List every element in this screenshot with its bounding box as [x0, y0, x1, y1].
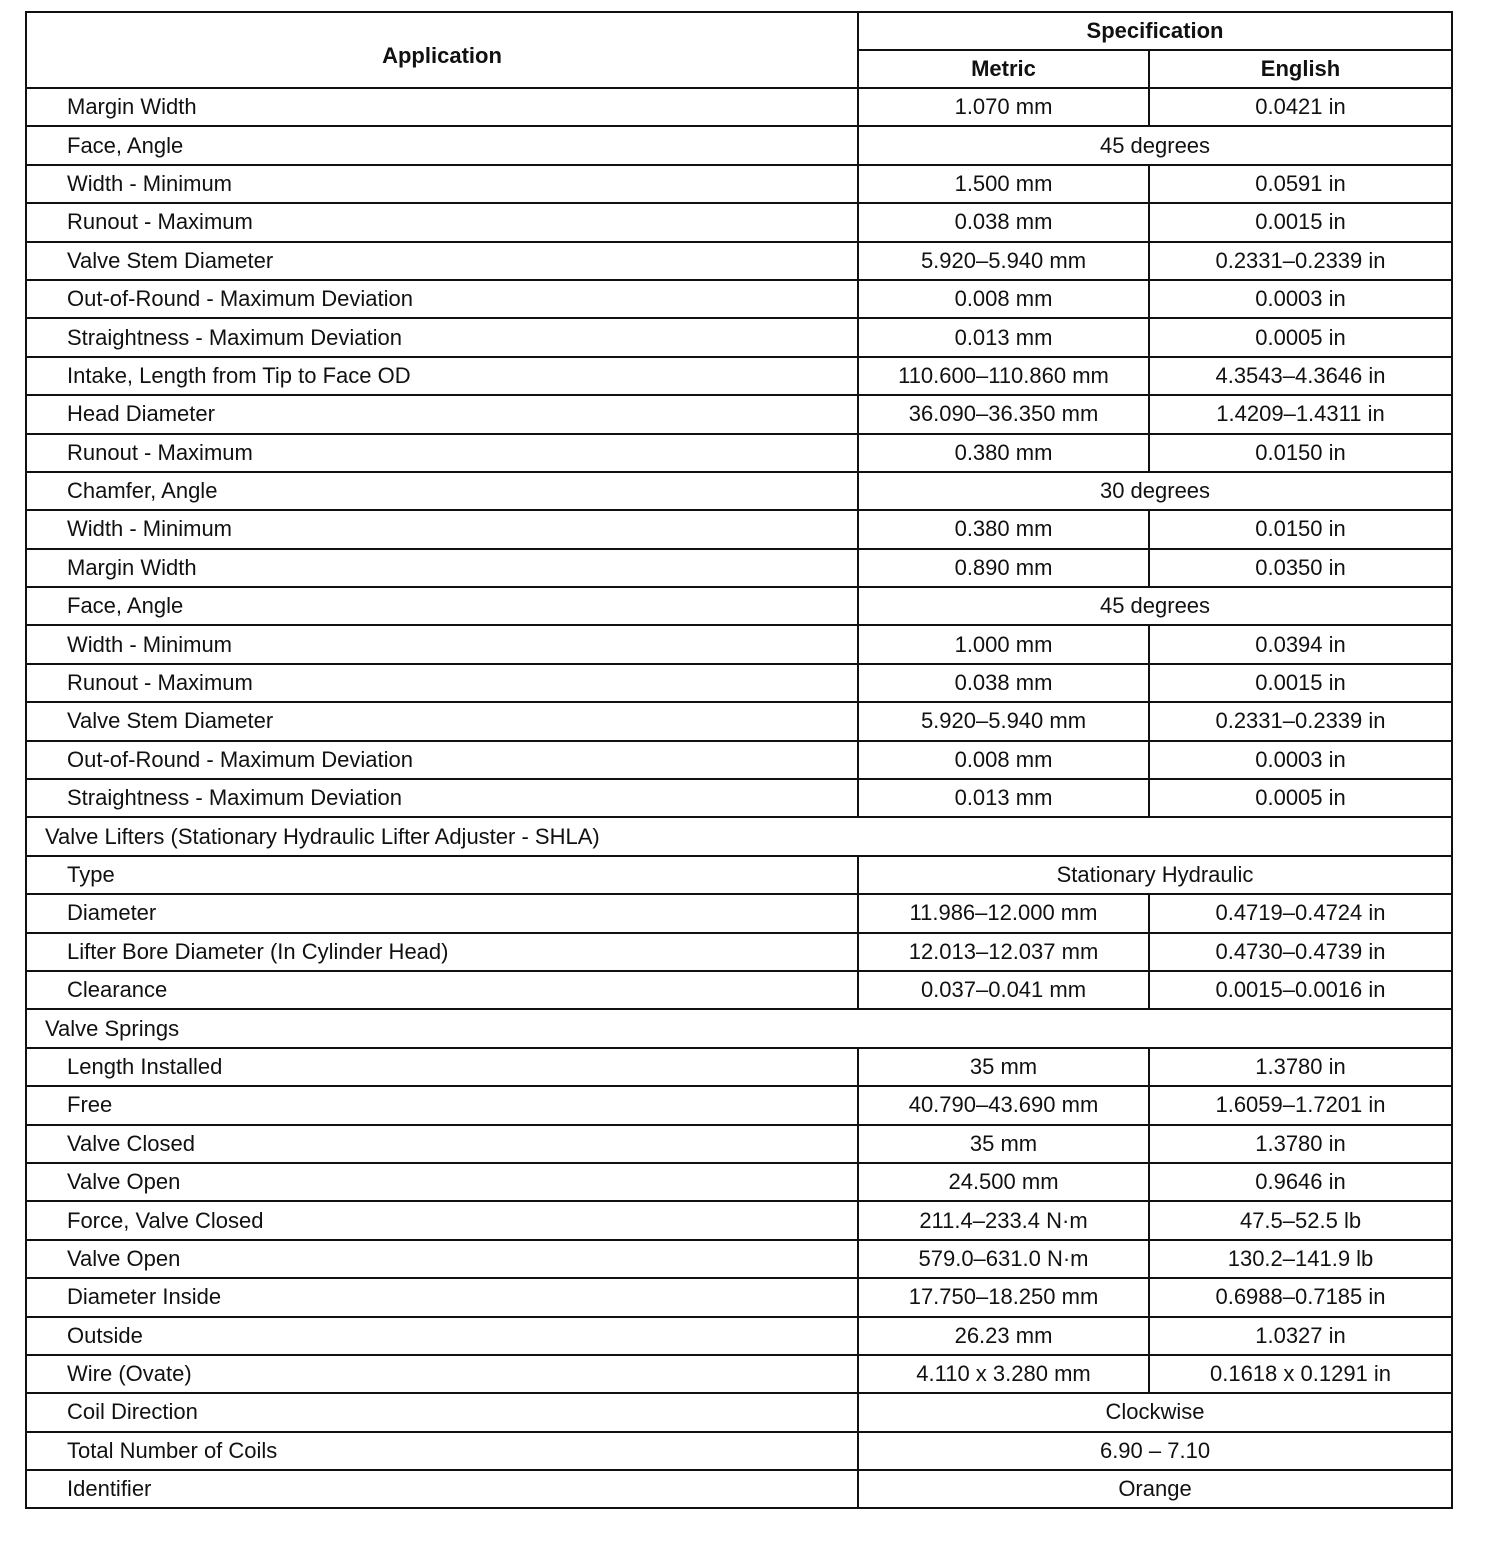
application-cell: Lifter Bore Diameter (In Cylinder Head) [26, 933, 858, 971]
english-cell: 0.0350 in [1149, 549, 1452, 587]
application-cell: Runout - Maximum [26, 203, 858, 241]
application-cell: Valve Stem Diameter [26, 242, 858, 280]
english-cell: 1.3780 in [1149, 1125, 1452, 1163]
table-row [26, 88, 1452, 126]
english-cell: 0.2331–0.2339 in [1149, 702, 1452, 740]
application-cell: Width - Minimum [26, 625, 858, 663]
english-cell: 1.0327 in [1149, 1317, 1452, 1355]
specification-cell: 45 degrees [858, 587, 1452, 625]
table-row [26, 856, 1452, 894]
english-cell: 0.0015 in [1149, 203, 1452, 241]
application-cell: Runout - Maximum [26, 434, 858, 472]
application-cell: Identifier [26, 1470, 858, 1508]
english-cell: 1.4209–1.4311 in [1149, 395, 1452, 433]
metric-cell: 0.008 mm [858, 741, 1149, 779]
application-cell: Out-of-Round - Maximum Deviation [26, 741, 858, 779]
english-cell: 1.6059–1.7201 in [1149, 1086, 1452, 1124]
metric-cell: 35 mm [858, 1048, 1149, 1086]
english-cell: 0.4719–0.4724 in [1149, 894, 1452, 932]
table-row [26, 203, 1452, 241]
specification-cell: Orange [858, 1470, 1452, 1508]
metric-cell: 0.380 mm [858, 434, 1149, 472]
table-row [26, 434, 1452, 472]
application-cell: Valve Stem Diameter [26, 702, 858, 740]
section-heading: Valve Lifters (Stationary Hydraulic Lifter Adjuster - SHLA) [26, 817, 1452, 855]
table-row [26, 1470, 1452, 1508]
table-row [26, 664, 1452, 702]
english-cell: 0.0003 in [1149, 280, 1452, 318]
table-row [26, 1240, 1452, 1278]
application-cell: Length Installed [26, 1048, 858, 1086]
table-row [26, 318, 1452, 356]
application-cell: Coil Direction [26, 1393, 858, 1431]
specification-cell: 45 degrees [858, 126, 1452, 164]
table-row [26, 472, 1452, 510]
header-row-top [26, 12, 1452, 50]
specification-cell: 6.90 – 7.10 [858, 1432, 1452, 1470]
metric-cell: 1.500 mm [858, 165, 1149, 203]
application-cell: Diameter [26, 894, 858, 932]
specification-column-header: Specification [858, 12, 1452, 50]
table-row [26, 894, 1452, 932]
english-cell: 0.0015–0.0016 in [1149, 971, 1452, 1009]
english-cell: 0.9646 in [1149, 1163, 1452, 1201]
application-cell: Width - Minimum [26, 165, 858, 203]
application-cell: Valve Open [26, 1240, 858, 1278]
table-row [26, 357, 1452, 395]
table-row [26, 1317, 1452, 1355]
metric-cell: 1.000 mm [858, 625, 1149, 663]
application-cell: Intake, Length from Tip to Face OD [26, 357, 858, 395]
application-column-header: Application [26, 12, 858, 88]
application-cell: Valve Closed [26, 1125, 858, 1163]
english-cell: 0.6988–0.7185 in [1149, 1278, 1452, 1316]
table-row [26, 1432, 1452, 1470]
english-cell: 0.0421 in [1149, 88, 1452, 126]
application-cell: Clearance [26, 971, 858, 1009]
metric-cell: 0.038 mm [858, 203, 1149, 241]
table-row [26, 779, 1452, 817]
specification-table [25, 11, 1453, 1509]
metric-cell: 5.920–5.940 mm [858, 702, 1149, 740]
table-body [26, 88, 1452, 1508]
table-row [26, 971, 1452, 1009]
section-heading: Valve Springs [26, 1009, 1452, 1047]
metric-cell: 12.013–12.037 mm [858, 933, 1149, 971]
metric-cell: 35 mm [858, 1125, 1149, 1163]
english-cell: 0.0591 in [1149, 165, 1452, 203]
table-row [26, 625, 1452, 663]
metric-cell: 579.0–631.0 N·m [858, 1240, 1149, 1278]
application-cell: Free [26, 1086, 858, 1124]
english-cell: 0.0003 in [1149, 741, 1452, 779]
section-row [26, 817, 1452, 855]
table-row [26, 280, 1452, 318]
table-row [26, 1201, 1452, 1239]
metric-cell: 0.008 mm [858, 280, 1149, 318]
specification-cell: Stationary Hydraulic [858, 856, 1452, 894]
english-cell: 0.1618 x 0.1291 in [1149, 1355, 1452, 1393]
metric-column-header: Metric [858, 50, 1149, 88]
metric-cell: 4.110 x 3.280 mm [858, 1355, 1149, 1393]
english-column-header: English [1149, 50, 1452, 88]
metric-cell: 26.23 mm [858, 1317, 1149, 1355]
metric-cell: 5.920–5.940 mm [858, 242, 1149, 280]
metric-cell: 17.750–18.250 mm [858, 1278, 1149, 1316]
table-row [26, 1048, 1452, 1086]
english-cell: 130.2–141.9 lb [1149, 1240, 1452, 1278]
english-cell: 0.0005 in [1149, 318, 1452, 356]
table-row [26, 242, 1452, 280]
english-cell: 0.0005 in [1149, 779, 1452, 817]
english-cell: 0.0150 in [1149, 510, 1452, 548]
application-cell: Straightness - Maximum Deviation [26, 318, 858, 356]
metric-cell: 0.037–0.041 mm [858, 971, 1149, 1009]
table-row [26, 933, 1452, 971]
application-cell: Margin Width [26, 549, 858, 587]
table-row [26, 1086, 1452, 1124]
application-cell: Type [26, 856, 858, 894]
metric-cell: 211.4–233.4 N·m [858, 1201, 1149, 1239]
metric-cell: 0.013 mm [858, 318, 1149, 356]
english-cell: 0.0394 in [1149, 625, 1452, 663]
specification-cell: Clockwise [858, 1393, 1452, 1431]
english-cell: 0.0150 in [1149, 434, 1452, 472]
english-cell: 0.2331–0.2339 in [1149, 242, 1452, 280]
metric-cell: 0.380 mm [858, 510, 1149, 548]
metric-cell: 1.070 mm [858, 88, 1149, 126]
english-cell: 4.3543–4.3646 in [1149, 357, 1452, 395]
application-cell: Head Diameter [26, 395, 858, 433]
application-cell: Out-of-Round - Maximum Deviation [26, 280, 858, 318]
metric-cell: 0.013 mm [858, 779, 1149, 817]
english-cell: 0.4730–0.4739 in [1149, 933, 1452, 971]
application-cell: Chamfer, Angle [26, 472, 858, 510]
table-row [26, 549, 1452, 587]
application-cell: Runout - Maximum [26, 664, 858, 702]
application-cell: Force, Valve Closed [26, 1201, 858, 1239]
metric-cell: 0.890 mm [858, 549, 1149, 587]
table-row [26, 741, 1452, 779]
table-row [26, 510, 1452, 548]
application-cell: Wire (Ovate) [26, 1355, 858, 1393]
metric-cell: 24.500 mm [858, 1163, 1149, 1201]
metric-cell: 40.790–43.690 mm [858, 1086, 1149, 1124]
english-cell: 0.0015 in [1149, 664, 1452, 702]
application-cell: Outside [26, 1317, 858, 1355]
application-cell: Face, Angle [26, 587, 858, 625]
application-cell: Margin Width [26, 88, 858, 126]
table-row [26, 1163, 1452, 1201]
table-row [26, 587, 1452, 625]
table-row [26, 1278, 1452, 1316]
table-row [26, 1125, 1452, 1163]
application-cell: Diameter Inside [26, 1278, 858, 1316]
section-row [26, 1009, 1452, 1047]
table-row [26, 1355, 1452, 1393]
table-row [26, 1393, 1452, 1431]
metric-cell: 36.090–36.350 mm [858, 395, 1149, 433]
table-header [26, 12, 1452, 88]
table-row [26, 702, 1452, 740]
table-row [26, 165, 1452, 203]
table-row [26, 126, 1452, 164]
application-cell: Total Number of Coils [26, 1432, 858, 1470]
english-cell: 1.3780 in [1149, 1048, 1452, 1086]
application-cell: Straightness - Maximum Deviation [26, 779, 858, 817]
metric-cell: 11.986–12.000 mm [858, 894, 1149, 932]
application-cell: Width - Minimum [26, 510, 858, 548]
english-cell: 47.5–52.5 lb [1149, 1201, 1452, 1239]
metric-cell: 0.038 mm [858, 664, 1149, 702]
metric-cell: 110.600–110.860 mm [858, 357, 1149, 395]
table-row [26, 395, 1452, 433]
specification-cell: 30 degrees [858, 472, 1452, 510]
application-cell: Valve Open [26, 1163, 858, 1201]
application-cell: Face, Angle [26, 126, 858, 164]
